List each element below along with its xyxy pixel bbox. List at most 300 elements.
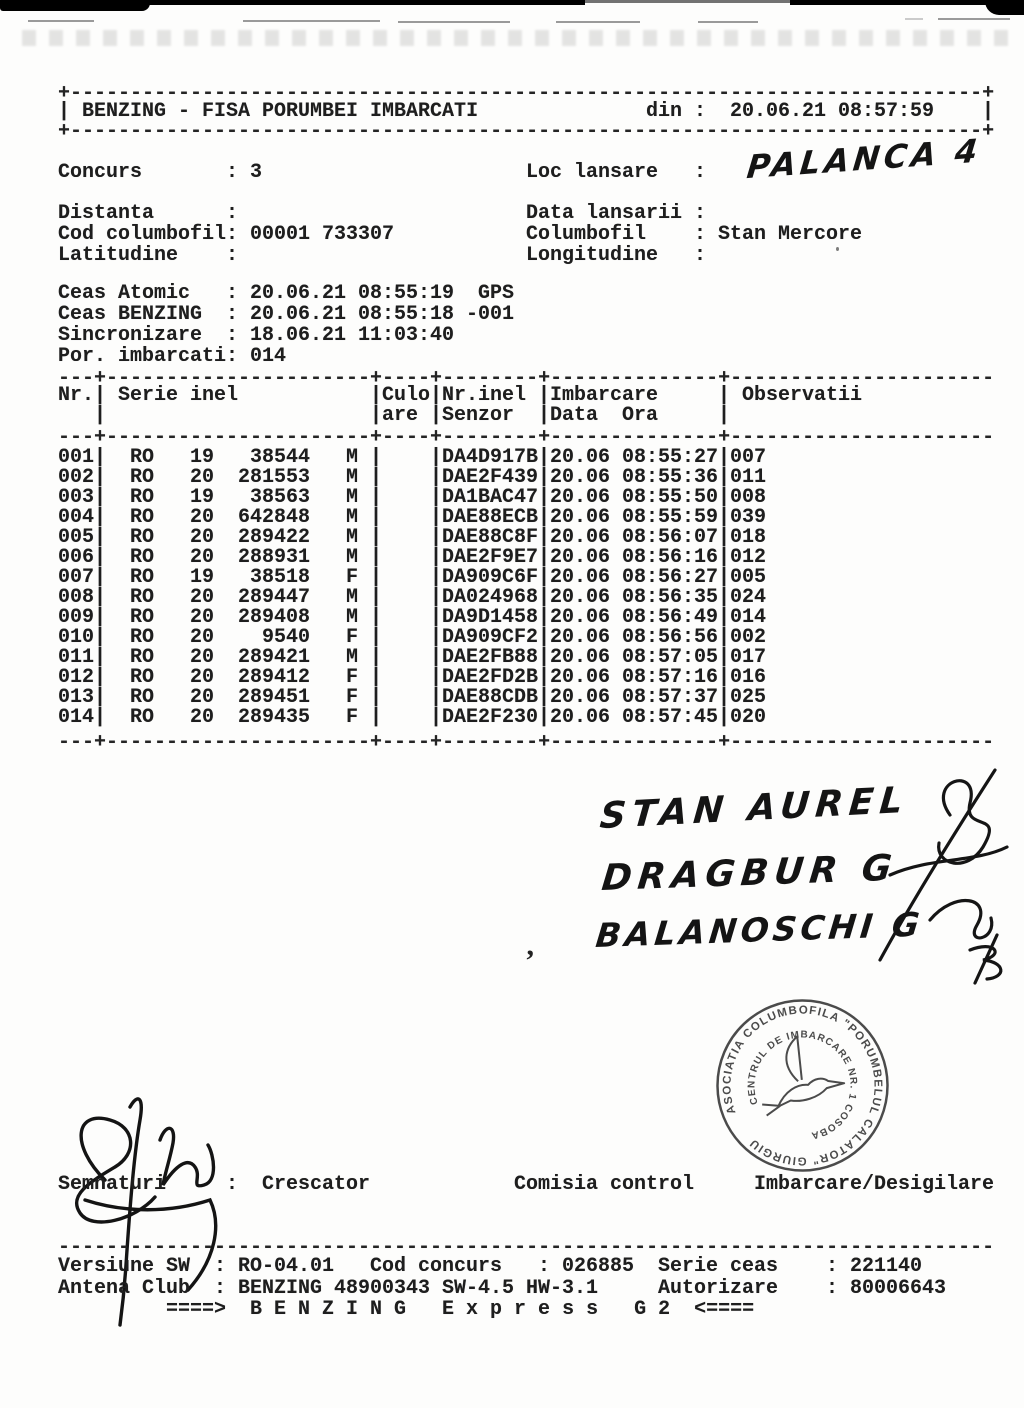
cell-ora: 08:56:56 (622, 626, 719, 649)
table-pipe: | (430, 404, 443, 427)
cell-sex: M (346, 646, 359, 669)
colon: : (226, 324, 239, 347)
cell-tara: RO (130, 446, 155, 469)
cell-observatii: 039 (730, 506, 767, 529)
table-row (58, 528, 994, 548)
cell-sex: M (346, 546, 359, 569)
table-pipe: | (430, 466, 443, 489)
cell-an: 20 (190, 586, 215, 609)
autorizare-label: Autorizare (658, 1277, 779, 1300)
cell-an: 19 (190, 566, 215, 589)
table-pipe: | (370, 566, 383, 589)
handwritten-name-3: BALANOSCHI G (593, 904, 926, 956)
table-pipe: | (370, 526, 383, 549)
cell-tara: RO (130, 666, 155, 689)
cell-inel: 38563 (249, 486, 310, 509)
cell-nr: 010 (58, 626, 95, 649)
header-box-rule-top: +----------------------------------------------------------------------------+ (58, 82, 995, 105)
cell-data: 20.06 (550, 606, 611, 629)
table-pipe: | (538, 506, 551, 529)
col-header-ora: Ora (622, 404, 659, 427)
cell-observatii: 024 (730, 586, 767, 609)
stamp-outer-text: ASOCIATIA COLUMBOFILA "PORUMBELUL CALATOR" GIURGIU (721, 1004, 884, 1167)
cell-nr: 008 (58, 586, 95, 609)
cell-inel: 289447 (237, 586, 310, 609)
cell-an: 20 (190, 646, 215, 669)
data-lansarii-label: Data lansarii (526, 202, 683, 225)
cell-tara: RO (130, 646, 155, 669)
table-pipe: | (718, 586, 731, 609)
table-rule: ---+----------------------+----+--------+--------------+---------------------- (58, 367, 995, 390)
table-pipe: | (94, 384, 107, 407)
cell-nr: 001 (58, 446, 95, 469)
table-pipe: | (94, 646, 107, 669)
colon: : (694, 223, 707, 246)
longitudine-label: Longitudine (526, 244, 659, 267)
table-pipe: | (718, 626, 731, 649)
table-pipe: | (538, 666, 551, 689)
imbarcare-desigilare-caption: Imbarcare/Desigilare (754, 1173, 995, 1196)
table-pipe: | (370, 586, 383, 609)
table-pipe: | (718, 384, 731, 407)
table-pipe: | (718, 686, 731, 709)
cell-inel: 289451 (237, 686, 310, 709)
bleedthrough-line (28, 20, 94, 22)
scan-edge-artifact (140, 0, 585, 5)
table-row (58, 508, 994, 528)
table-rule: ---+----------------------+----+--------+--------------+---------------------- (58, 426, 995, 449)
sincronizare-label: Sincronizare (58, 324, 203, 347)
cod-concurs-label: Cod concurs (370, 1255, 503, 1278)
table-pipe: | (94, 506, 107, 529)
handwritten-name-1: STAN AUREL (598, 779, 911, 838)
cell-ora: 08:55:59 (622, 506, 719, 529)
cell-ora: 08:56:49 (622, 606, 719, 629)
cod-columbofil-value: 00001 733307 (250, 223, 395, 246)
table-pipe: | (430, 486, 443, 509)
table-pipe: | (430, 526, 443, 549)
cell-senzor: DAE2FD2B (442, 666, 539, 689)
table-pipe: | (718, 526, 731, 549)
bleedthrough-smudge (22, 30, 1010, 46)
table-pipe: | (538, 566, 551, 589)
cell-sex: M (346, 466, 359, 489)
cell-tara: RO (130, 706, 155, 729)
cell-ora: 08:55:36 (622, 466, 719, 489)
bleedthrough-line (698, 21, 758, 23)
ceas-benzing-label: Ceas BENZING (58, 303, 203, 326)
cell-inel: 289412 (237, 666, 310, 689)
semnaturi-label: Semnaturi (58, 1173, 167, 1196)
table-pipe: | (718, 606, 731, 629)
colon: : (226, 223, 239, 246)
handwritten-name-2: DRAGBUR G (599, 847, 900, 900)
cell-sex: M (346, 606, 359, 629)
table-row (58, 628, 994, 648)
cell-data: 20.06 (550, 646, 611, 669)
cell-inel: 289408 (237, 606, 310, 629)
cell-senzor: DA909C6F (442, 566, 539, 589)
cell-observatii: 020 (730, 706, 767, 729)
table-row (58, 488, 994, 508)
colon: : (226, 282, 239, 305)
table-pipe: | (430, 566, 443, 589)
cell-data: 20.06 (550, 506, 611, 529)
table-row (58, 668, 994, 688)
por-imbarcati-label: Por. imbarcati (58, 345, 227, 368)
cell-inel: 38544 (249, 446, 310, 469)
handwritten-loc-lansare: PALANCA 4 (744, 131, 984, 187)
cell-observatii: 018 (730, 526, 767, 549)
cell-nr: 006 (58, 546, 95, 569)
table-pipe: | (538, 404, 551, 427)
table-pipe: | (538, 606, 551, 629)
table-pipe: | (94, 526, 107, 549)
cell-data: 20.06 (550, 466, 611, 489)
cell-an: 19 (190, 486, 215, 509)
table-pipe: | (430, 666, 443, 689)
scan-edge-artifact (790, 0, 1008, 5)
loc-lansare-label: Loc lansare (526, 161, 659, 184)
cell-inel: 288931 (237, 546, 310, 569)
table-pipe: | (370, 686, 383, 709)
table-pipe: | (94, 446, 107, 469)
table-pipe: | (94, 706, 107, 729)
table-pipe: | (538, 526, 551, 549)
ceas-atomic-value: 20.06.21 08:55:19 GPS (250, 282, 515, 305)
table-pipe: | (538, 646, 551, 669)
cell-an: 19 (190, 446, 215, 469)
cell-nr: 012 (58, 666, 95, 689)
stray-pen-mark: ’ (525, 944, 535, 977)
cell-senzor: DAE88ECB (442, 506, 539, 529)
cell-ora: 08:57:45 (622, 706, 719, 729)
table-pipe: | (94, 606, 107, 629)
colon: : (214, 1277, 227, 1300)
antena-club-value: BENZING 48900343 SW-4.5 HW-3.1 (238, 1277, 599, 1300)
cell-ora: 08:56:16 (622, 546, 719, 569)
table-pipe: | (538, 586, 551, 609)
cell-tara: RO (130, 626, 155, 649)
cell-tara: RO (130, 606, 155, 629)
table-row (58, 708, 994, 728)
colon: : (826, 1255, 839, 1278)
table-pipe: | (430, 586, 443, 609)
cod-concurs-value: 026885 (562, 1255, 635, 1278)
bleedthrough-line (938, 18, 1010, 20)
table-pipe: | (370, 446, 383, 469)
table-pipe: | (94, 486, 107, 509)
cell-inel: 289422 (237, 526, 310, 549)
table-pipe: | (94, 666, 107, 689)
table-rule: ---+----------------------+----+--------+--------------+---------------------- (58, 731, 995, 754)
cell-tara: RO (130, 466, 155, 489)
table-pipe: | (430, 546, 443, 569)
distanta-label: Distanta (58, 202, 155, 225)
cell-nr: 011 (58, 646, 95, 669)
association-stamp (700, 988, 905, 1183)
table-pipe: | (430, 626, 443, 649)
cell-an: 20 (190, 706, 215, 729)
cell-sex: F (346, 666, 359, 689)
cell-inel: 9540 (261, 626, 310, 649)
cell-nr: 003 (58, 486, 95, 509)
table-pipe: | (94, 686, 107, 709)
cell-sex: F (346, 706, 359, 729)
cell-data: 20.06 (550, 486, 611, 509)
cell-an: 20 (190, 506, 215, 529)
ceas-atomic-label: Ceas Atomic (58, 282, 191, 305)
cell-data: 20.06 (550, 526, 611, 549)
versiune-sw-value: RO-04.01 (238, 1255, 335, 1278)
scan-edge-artifact (985, 0, 1024, 15)
table-pipe: | (430, 384, 443, 407)
bleedthrough-line (905, 18, 923, 20)
footer-rule: ------------------------------------------------------------------------------ (58, 1236, 995, 1259)
table-pipe: | (370, 606, 383, 629)
table-pipe: | (718, 486, 731, 509)
cell-observatii: 014 (730, 606, 767, 629)
cell-sex: M (346, 446, 359, 469)
cell-inel: 642848 (237, 506, 310, 529)
cell-ora: 08:57:37 (622, 686, 719, 709)
table-pipe: | (718, 466, 731, 489)
colon: : (226, 303, 239, 326)
table-pipe: | (718, 706, 731, 729)
cell-senzor: DAE2FB88 (442, 646, 539, 669)
table-pipe: | (718, 546, 731, 569)
table-pipe: | (94, 404, 107, 427)
cell-an: 20 (190, 606, 215, 629)
cell-ora: 08:55:27 (622, 446, 719, 469)
table-row (58, 688, 994, 708)
col-header-culoare-2: are (382, 404, 419, 427)
serie-ceas-value: 221140 (850, 1255, 923, 1278)
cell-an: 20 (190, 526, 215, 549)
stray-ink-dot (836, 247, 839, 251)
table-row (58, 608, 994, 628)
cell-data: 20.06 (550, 626, 611, 649)
autorizare-value: 80006643 (850, 1277, 947, 1300)
cell-senzor: DAE88C8F (442, 526, 539, 549)
din-label: din : (646, 100, 707, 123)
cell-nr: 013 (58, 686, 95, 709)
colon: : (694, 202, 707, 225)
cell-nr: 002 (58, 466, 95, 489)
table-pipe: | (430, 506, 443, 529)
header-box-pipe: | (982, 100, 995, 123)
scan-edge-artifact (580, 0, 795, 3)
cod-columbofil-label: Cod columbofil (58, 223, 227, 246)
colon: : (214, 1255, 227, 1278)
stamp-inner-text: CENTRUL DE IMBARCARE NR. 1 COSOBA (746, 1029, 859, 1141)
cell-senzor: DA1BAC47 (442, 486, 539, 509)
table-pipe: | (370, 626, 383, 649)
bleedthrough-line (398, 21, 510, 23)
cell-nr: 009 (58, 606, 95, 629)
cell-inel: 289435 (237, 706, 310, 729)
cell-tara: RO (130, 486, 155, 509)
col-header-observatii: Observatii (742, 384, 863, 407)
versiune-sw-label: Versiune SW (58, 1255, 191, 1278)
cell-nr: 004 (58, 506, 95, 529)
concurs-label: Concurs (58, 161, 143, 184)
cell-data: 20.06 (550, 566, 611, 589)
cell-inel: 281553 (237, 466, 310, 489)
cell-tara: RO (130, 546, 155, 569)
serie-ceas-label: Serie ceas (658, 1255, 779, 1278)
cell-sex: F (346, 626, 359, 649)
cell-inel: 289421 (237, 646, 310, 669)
crescator-caption: Crescator (262, 1173, 371, 1196)
colon: : (226, 244, 239, 267)
table-pipe: | (538, 706, 551, 729)
table-pipe: | (94, 466, 107, 489)
table-pipe: | (370, 546, 383, 569)
colon: : (694, 244, 707, 267)
cell-ora: 08:55:50 (622, 486, 719, 509)
cell-senzor: DAE2F9E7 (442, 546, 539, 569)
cell-observatii: 017 (730, 646, 767, 669)
cell-ora: 08:57:16 (622, 666, 719, 689)
cell-sex: M (346, 486, 359, 509)
cell-ora: 08:56:35 (622, 586, 719, 609)
table-pipe: | (538, 446, 551, 469)
cell-an: 20 (190, 546, 215, 569)
columbofil-value: Stan Mercore (718, 223, 863, 246)
benzing-express-line: ====> B E N Z I N G E x p r e s s G 2 <==== (166, 1298, 755, 1321)
header-box-rule-bottom: +----------------------------------------------------------------------------+ (58, 120, 995, 143)
table-pipe: | (718, 566, 731, 589)
signature-scribbles (855, 755, 1024, 985)
header-box-pipe: | (58, 100, 71, 123)
table-pipe: | (718, 446, 731, 469)
table-pipe: | (538, 546, 551, 569)
table-pipe: | (370, 384, 383, 407)
col-header-data: Data (550, 404, 599, 427)
comisia-control-caption: Comisia control (514, 1173, 695, 1196)
cell-senzor: DA4D917B (442, 446, 539, 469)
table-pipe: | (718, 646, 731, 669)
table-pipe: | (370, 404, 383, 427)
table-row (58, 548, 994, 568)
cell-senzor: DAE2F230 (442, 706, 539, 729)
cell-data: 20.06 (550, 666, 611, 689)
cell-observatii: 012 (730, 546, 767, 569)
scan-edge-artifact (0, 0, 150, 11)
cell-observatii: 025 (730, 686, 767, 709)
cell-senzor: DA909CF2 (442, 626, 539, 649)
colon: : (538, 1255, 551, 1278)
cell-data: 20.06 (550, 446, 611, 469)
table-pipe: | (94, 566, 107, 589)
table-row (58, 648, 994, 668)
table-pipe: | (370, 486, 383, 509)
cell-sex: F (346, 566, 359, 589)
table-pipe: | (538, 626, 551, 649)
col-header-imbarcare: Imbarcare (550, 384, 659, 407)
latitudine-label: Latitudine (58, 244, 179, 267)
table-pipe: | (718, 666, 731, 689)
cell-observatii: 002 (730, 626, 767, 649)
table-row (58, 568, 994, 588)
cell-an: 20 (190, 686, 215, 709)
cell-observatii: 008 (730, 486, 767, 509)
table-pipe: | (538, 384, 551, 407)
cell-an: 20 (190, 626, 215, 649)
cell-sex: M (346, 586, 359, 609)
columbofil-label: Columbofil (526, 223, 647, 246)
col-header-culoare-1: Culo (382, 384, 431, 407)
cell-observatii: 007 (730, 446, 767, 469)
table-pipe: | (94, 626, 107, 649)
table-pipe: | (430, 686, 443, 709)
table-row (58, 468, 994, 488)
cell-tara: RO (130, 686, 155, 709)
cell-observatii: 016 (730, 666, 767, 689)
cell-tara: RO (130, 566, 155, 589)
table-pipe: | (538, 686, 551, 709)
table-pipe: | (370, 466, 383, 489)
table-pipe: | (94, 586, 107, 609)
table-pipe: | (430, 646, 443, 669)
cell-nr: 014 (58, 706, 95, 729)
cell-an: 20 (190, 466, 215, 489)
colon: : (226, 202, 239, 225)
din-datetime: 20.06.21 08:57:59 (730, 100, 935, 123)
table-pipe: | (718, 404, 731, 427)
cell-inel: 38518 (249, 566, 310, 589)
cell-observatii: 011 (730, 466, 767, 489)
bleedthrough-line (556, 21, 640, 23)
cell-senzor: DA9D1458 (442, 606, 539, 629)
concurs-value: 3 (250, 161, 263, 184)
colon: : (226, 1173, 239, 1196)
table-pipe: | (370, 706, 383, 729)
table-pipe: | (370, 506, 383, 529)
cell-tara: RO (130, 586, 155, 609)
cell-sex: M (346, 506, 359, 529)
ceas-benzing-value: 20.06.21 08:55:18 -001 (250, 303, 515, 326)
cell-data: 20.06 (550, 586, 611, 609)
cell-tara: RO (130, 506, 155, 529)
col-header-nr: Nr. (58, 384, 95, 407)
cell-observatii: 005 (730, 566, 767, 589)
colon: : (226, 345, 239, 368)
cell-data: 20.06 (550, 546, 611, 569)
table-pipe: | (430, 706, 443, 729)
bleedthrough-line (243, 20, 380, 22)
col-header-senzor-2: Senzor (442, 404, 515, 427)
cell-senzor: DAE88CDB (442, 686, 539, 709)
cell-data: 20.06 (550, 706, 611, 729)
table-pipe: | (718, 506, 731, 529)
antena-club-label: Antena Club (58, 1277, 191, 1300)
cell-nr: 007 (58, 566, 95, 589)
cell-data: 20.06 (550, 686, 611, 709)
cell-ora: 08:57:05 (622, 646, 719, 669)
table-pipe: | (370, 646, 383, 669)
cell-an: 20 (190, 666, 215, 689)
table-row (58, 448, 994, 468)
col-header-serie-inel: Serie inel (118, 384, 239, 407)
table-pipe: | (538, 486, 551, 509)
cell-tara: RO (130, 526, 155, 549)
cell-senzor: DAE2F439 (442, 466, 539, 489)
cell-ora: 08:56:07 (622, 526, 719, 549)
colon: : (694, 161, 707, 184)
form-title: BENZING - FISA PORUMBEI IMBARCATI (82, 100, 479, 123)
